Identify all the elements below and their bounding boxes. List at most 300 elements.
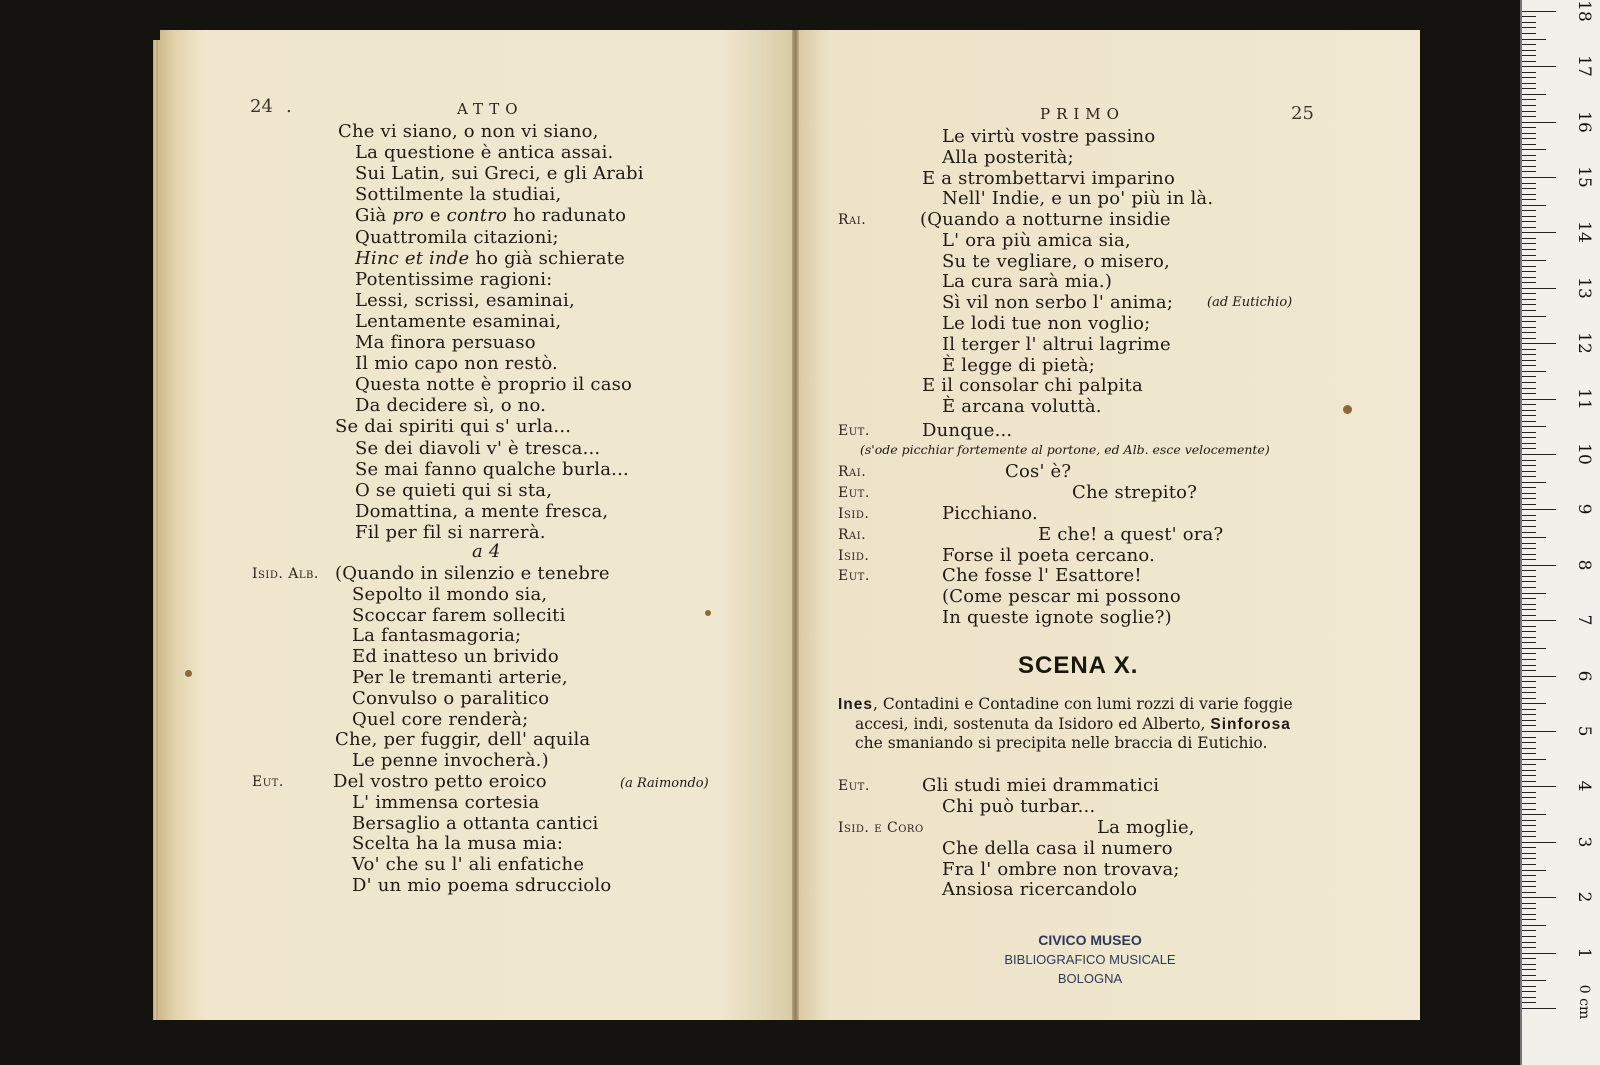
verse-line: E a strombettarvi imparino — [922, 167, 1175, 189]
ruler-tick — [1522, 205, 1546, 206]
ruler-tick — [1522, 709, 1536, 710]
verse-line: Chi può turbar... — [942, 795, 1096, 817]
ruler-tick — [1522, 133, 1536, 134]
ruler-tick — [1522, 354, 1536, 355]
verse-line: D' un mio poema sdrucciolo — [352, 875, 612, 896]
ruler-tick — [1522, 786, 1556, 787]
scene-title: SCENA X. — [1018, 652, 1139, 679]
ruler-tick — [1522, 958, 1536, 959]
verse-line: Domattina, a mente fresca, — [355, 500, 609, 522]
verse-line: Lessi, scrissi, esaminai, — [355, 289, 575, 311]
ruler-tick — [1522, 919, 1536, 920]
ruler-tick — [1522, 980, 1546, 981]
ruler-number: 9 — [1574, 503, 1594, 515]
left-page — [160, 30, 795, 1020]
ruler-number: 16 — [1574, 110, 1594, 133]
verse-line: (Quando in silenzio e tenebre — [335, 563, 610, 584]
speaker-label: Rai. — [838, 464, 867, 480]
verse-line: O se quieti qui si sta, — [355, 479, 553, 501]
ruler-tick — [1522, 947, 1536, 948]
ruler-tick — [1522, 1002, 1536, 1003]
verse-line: E il consolar chi palpita — [922, 375, 1143, 397]
ruler-number: 4 — [1574, 780, 1594, 792]
verse-line: (Quando a notturne insidie — [920, 209, 1171, 230]
ruler-tick — [1522, 188, 1536, 189]
ruler-tick — [1522, 703, 1546, 704]
ruler-tick — [1522, 543, 1536, 544]
ruler-tick — [1522, 737, 1536, 738]
speaker-label: Isid. Alb. — [252, 566, 319, 582]
ruler-tick — [1522, 637, 1536, 638]
ruler-tick — [1522, 836, 1536, 837]
ensemble-marker: a 4 — [472, 541, 501, 562]
verse-line: Che fosse l' Esattore! — [942, 565, 1142, 586]
verse-line: Sì vil non serbo l' anima; — [942, 292, 1174, 314]
ruler-number: 6 — [1574, 670, 1594, 681]
ruler-tick — [1522, 942, 1536, 943]
verse-line: Ma finora persuaso — [355, 332, 536, 353]
verse-line: Quel core renderà; — [352, 708, 529, 730]
verse-line: Su te vegliare, o misero, — [942, 250, 1170, 272]
ruler-tick — [1522, 50, 1536, 51]
ruler-tick — [1522, 72, 1536, 73]
verse-line: Bersaglio a ottanta cantici — [352, 812, 599, 834]
ruler-tick — [1522, 360, 1536, 361]
ruler-tick — [1522, 460, 1536, 461]
ruler-tick — [1522, 327, 1536, 328]
ruler-tick — [1522, 781, 1536, 782]
verse-line: Ansiosa ricercandolo — [942, 879, 1138, 901]
ruler-tick — [1522, 227, 1536, 228]
ruler-tick — [1522, 903, 1536, 904]
ruler-tick — [1522, 742, 1536, 743]
scene-description: Ines, Contadini e Contadine con lumi rozzi di varie foggie — [838, 695, 1293, 713]
stamp-line: CIVICO MUSEO — [1038, 932, 1142, 948]
ruler-tick — [1522, 221, 1536, 222]
ruler-tick — [1522, 897, 1556, 898]
verse-line: Del vostro petto eroico — [333, 771, 547, 792]
ruler-tick — [1522, 570, 1536, 571]
verse-line: Scelta ha la musa mia: — [352, 833, 564, 855]
ruler-tick — [1522, 493, 1536, 494]
ruler-tick — [1522, 814, 1546, 815]
ruler-tick — [1522, 581, 1536, 582]
stamp-line: BIBLIOGRAFICO MUSICALE — [1004, 952, 1176, 967]
ruler-tick — [1522, 299, 1536, 300]
verse-line: Se dei diavoli v' è tresca... — [355, 437, 601, 459]
ruler-tick — [1522, 759, 1546, 760]
verse-line: Fil per fil si narrerà. — [355, 521, 546, 543]
verse-line: Che, per fuggir, dell' aquila — [335, 729, 591, 751]
ruler-tick — [1522, 687, 1536, 688]
speaker-label: Rai. — [838, 212, 867, 228]
ruler-tick — [1522, 642, 1536, 643]
ruler-tick — [1522, 725, 1536, 726]
verse-line: Potentissime ragioni: — [355, 268, 553, 290]
verse-line: Che strepito? — [1072, 482, 1198, 503]
verse-line: Nell' Indie, e un po' più in là. — [942, 188, 1214, 210]
speaker-label: Eut. — [838, 423, 870, 439]
ruler-tick — [1522, 892, 1536, 893]
verse-line: Il mio capo non restò. — [355, 353, 558, 375]
ruler-tick — [1522, 160, 1536, 161]
verse-line: In queste ignote soglie?) — [942, 607, 1172, 628]
ruler-tick — [1522, 991, 1536, 992]
page-number: 25 — [1291, 103, 1314, 124]
ruler-tick — [1522, 410, 1536, 411]
ruler-tick — [1522, 293, 1536, 294]
ruler-tick — [1522, 692, 1536, 693]
ruler-tick — [1522, 194, 1536, 195]
ruler-tick — [1522, 587, 1536, 588]
verse-line: Vo' che su l' ali enfatiche — [352, 854, 585, 876]
verse-line: Sepolto il mondo sia, — [352, 583, 548, 605]
ruler-tick — [1522, 969, 1536, 970]
ruler-tick — [1522, 448, 1536, 449]
ruler-tick — [1522, 183, 1536, 184]
foxing-spot — [705, 610, 711, 616]
ruler-tick — [1522, 388, 1536, 389]
stage-direction: (a Raimondo) — [620, 776, 709, 791]
verse-line: Hinc et inde ho già schierate — [355, 247, 625, 269]
ruler-tick — [1522, 399, 1556, 400]
ruler-tick — [1522, 232, 1556, 233]
ruler-tick — [1522, 88, 1536, 89]
ruler-number: 11 — [1574, 387, 1594, 410]
ruler-tick — [1522, 476, 1536, 477]
ruler-tick — [1522, 820, 1536, 821]
ruler-tick — [1522, 288, 1556, 289]
verse-line: Dunque... — [922, 420, 1013, 441]
ruler-tick — [1522, 376, 1536, 377]
ruler-tick — [1522, 930, 1536, 931]
verse-line: Lentamente esaminai, — [355, 310, 562, 332]
ruler-tick — [1522, 670, 1536, 671]
ruler-tick — [1522, 260, 1546, 261]
ruler-tick — [1522, 698, 1536, 699]
ruler-number: 10 — [1574, 443, 1594, 465]
ruler-number: 18 — [1574, 0, 1594, 22]
ruler-tick — [1522, 144, 1536, 145]
verse-line: Se dai spiriti qui s' urla... — [335, 416, 572, 438]
ruler-tick — [1522, 105, 1536, 106]
ruler-tick — [1522, 964, 1536, 965]
ruler-number: 5 — [1574, 725, 1594, 737]
ruler-tick — [1522, 853, 1536, 854]
speaker-label: Eut. — [252, 774, 284, 790]
ruler-tick — [1522, 437, 1536, 438]
speaker-label: Isid. — [838, 506, 870, 522]
ruler-tick — [1522, 404, 1536, 405]
ruler-tick — [1522, 881, 1536, 882]
ruler-unit-label: 0 cm — [1576, 984, 1592, 1020]
speaker-label: Eut. — [838, 485, 870, 501]
ruler-tick — [1522, 44, 1536, 45]
speaker-label: Isid. — [838, 548, 870, 564]
ruler-tick — [1522, 731, 1556, 732]
ruler-number: 17 — [1574, 55, 1594, 77]
ruler-tick — [1522, 415, 1536, 416]
verse-line: Convulso o paralitico — [352, 687, 550, 709]
verse-line: Che vi siano, o non vi siano, — [338, 121, 599, 142]
verse-line: L' immensa cortesia — [352, 791, 540, 813]
ruler-tick — [1522, 216, 1536, 217]
ruler-number: 2 — [1574, 891, 1594, 903]
ruler-number: 14 — [1574, 221, 1594, 244]
ruler-tick — [1522, 99, 1536, 100]
ruler-tick — [1522, 953, 1556, 954]
ruler-tick — [1522, 27, 1536, 28]
verse-line: Scoccar farem solleciti — [352, 604, 566, 626]
ruler-tick — [1522, 243, 1536, 244]
ruler-tick — [1522, 548, 1536, 549]
ruler-tick — [1522, 166, 1536, 167]
verse-line: Che della casa il numero — [942, 837, 1173, 859]
ruler-tick — [1522, 127, 1536, 128]
ruler-tick — [1522, 986, 1536, 987]
ruler-tick — [1522, 155, 1536, 156]
right-page — [795, 30, 1420, 1020]
ruler-tick — [1522, 349, 1536, 350]
ruler-tick — [1522, 653, 1536, 654]
verse-line: Da decidere sì, o no. — [355, 395, 547, 417]
ruler-tick — [1522, 371, 1546, 372]
ruler-tick — [1522, 797, 1536, 798]
ruler-tick — [1522, 77, 1536, 78]
ruler-tick — [1522, 809, 1536, 810]
ruler-tick — [1522, 332, 1536, 333]
ruler-tick — [1522, 421, 1536, 422]
ruler-tick — [1522, 116, 1536, 117]
scene-description: accesi, indi, sostenuta da Isidoro ed Alberto, Sinforosa — [855, 714, 1291, 733]
verse-line: Picchiano. — [942, 503, 1038, 524]
ruler-tick — [1522, 277, 1536, 278]
ruler-tick — [1522, 487, 1536, 488]
running-head: ATTO — [457, 100, 524, 118]
speaker-label: Isid. e Coro — [838, 820, 924, 836]
verse-line: Cos' è? — [1005, 461, 1072, 482]
verse-line: Il terger l' altrui lagrime — [942, 333, 1171, 355]
ruler-tick — [1522, 426, 1546, 427]
ruler-tick — [1522, 532, 1536, 533]
verse-line: Se mai fanno qualche burla... — [355, 458, 629, 480]
verse-line: L' ora più amica sia, — [942, 229, 1131, 251]
ruler-tick — [1522, 775, 1536, 776]
ruler-tick — [1522, 631, 1536, 632]
ruler-tick — [1522, 842, 1556, 843]
ruler-tick — [1522, 310, 1536, 311]
ruler-tick — [1522, 393, 1536, 394]
verse-line: (Come pescar mi possono — [942, 586, 1181, 607]
ruler-tick — [1522, 66, 1556, 67]
library-stamp — [995, 931, 1185, 988]
verse-line: Quattromila citazioni; — [355, 226, 559, 248]
ruler-tick — [1522, 620, 1556, 621]
ruler-tick — [1522, 886, 1536, 887]
verse-line: Ed inatteso un brivido — [352, 646, 559, 668]
ruler-tick — [1522, 770, 1536, 771]
ruler-tick — [1522, 665, 1536, 666]
foxing-spot — [1343, 405, 1352, 414]
ruler-tick — [1522, 199, 1536, 200]
ruler-tick — [1522, 864, 1536, 865]
ruler-tick — [1522, 177, 1556, 178]
verse-line: Gli studi miei drammatici — [922, 775, 1160, 796]
ruler-tick — [1522, 210, 1536, 211]
foxing-spot — [185, 670, 192, 677]
ruler-tick — [1522, 482, 1546, 483]
ruler-tick — [1522, 914, 1536, 915]
ruler-tick — [1522, 509, 1556, 510]
ruler-tick — [1522, 526, 1536, 527]
verse-line: Sui Latin, sui Greci, e gli Arabi — [355, 163, 644, 185]
ruler-tick — [1522, 936, 1536, 937]
stage-direction: (ad Eutichio) — [1207, 295, 1293, 310]
ruler-tick — [1522, 321, 1536, 322]
ruler-tick — [1522, 382, 1536, 383]
ruler-tick — [1522, 83, 1536, 84]
ruler-tick — [1522, 94, 1546, 95]
ruler-tick — [1522, 753, 1536, 754]
ruler-tick — [1522, 11, 1556, 12]
ruler-tick — [1522, 554, 1536, 555]
ruler-tick — [1522, 604, 1536, 605]
ruler-tick — [1522, 659, 1536, 660]
ruler-tick — [1522, 22, 1536, 23]
ruler-tick — [1522, 471, 1536, 472]
verse-line: Le lodi tue non voglio; — [942, 313, 1151, 334]
ruler-tick — [1522, 454, 1556, 455]
ruler-tick — [1522, 720, 1536, 721]
page-mark: . — [286, 96, 292, 117]
speaker-label: Eut. — [838, 568, 870, 584]
ruler-tick — [1522, 61, 1536, 62]
verse-line: Questa notte è proprio il caso — [355, 374, 633, 396]
speaker-label: Eut. — [838, 778, 870, 794]
ruler-tick — [1522, 847, 1536, 848]
ruler-number: 13 — [1574, 276, 1594, 299]
ruler-tick — [1522, 803, 1536, 804]
verse-line: Già pro e contro ho radunato — [355, 205, 627, 227]
ruler-tick — [1522, 255, 1536, 256]
ruler-number: 15 — [1574, 166, 1594, 188]
scene-description: che smaniando si precipita nelle braccia di Eutichio. — [855, 734, 1268, 752]
measuring-ruler — [1520, 0, 1600, 1065]
ruler-tick — [1522, 792, 1536, 793]
ruler-tick — [1522, 271, 1536, 272]
ruler-number: 1 — [1574, 947, 1594, 958]
verse-line: Forse il poeta cercano. — [942, 545, 1156, 566]
ruler-number: 12 — [1574, 332, 1594, 354]
ruler-tick — [1522, 975, 1536, 976]
ruler-tick — [1522, 681, 1536, 682]
ruler-tick — [1522, 520, 1536, 521]
ruler-tick — [1522, 875, 1536, 876]
book-spine — [792, 30, 799, 1020]
verse-line: Le penne invocherà.) — [352, 750, 549, 772]
verse-line: È legge di pietà; — [942, 354, 1096, 376]
ruler-tick — [1522, 1008, 1556, 1009]
verse-line: È arcana voluttà. — [942, 396, 1102, 418]
running-head: PRIMO — [1040, 105, 1125, 123]
ruler-tick — [1522, 576, 1536, 577]
verse-line: La fantasmagoria; — [352, 625, 522, 647]
ruler-tick — [1522, 33, 1536, 34]
ruler-tick — [1522, 714, 1536, 715]
ruler-number: 8 — [1574, 559, 1594, 571]
stamp-line: BOLOGNA — [1057, 971, 1123, 986]
ruler-tick — [1522, 537, 1546, 538]
verse-line: E che! a quest' ora? — [1038, 524, 1224, 545]
ruler-tick — [1522, 443, 1536, 444]
ruler-tick — [1522, 515, 1536, 516]
ruler-tick — [1522, 498, 1536, 499]
ruler-tick — [1522, 593, 1546, 594]
ruler-tick — [1522, 925, 1546, 926]
ruler-tick — [1522, 831, 1536, 832]
ruler-tick — [1522, 997, 1536, 998]
ruler-number: 7 — [1574, 614, 1594, 626]
ruler-tick — [1522, 365, 1536, 366]
ruler-tick — [1522, 111, 1536, 112]
ruler-tick — [1522, 55, 1536, 56]
ruler-tick — [1522, 343, 1556, 344]
ruler-tick — [1522, 870, 1546, 871]
verse-line: Fra l' ombre non trovava; — [942, 858, 1180, 880]
ruler-tick — [1522, 504, 1536, 505]
verse-line: Le virtù vostre passino — [942, 126, 1156, 147]
ruler-tick — [1522, 266, 1536, 267]
stage-direction: (s'ode picchiar fortemente al portone, ed Alb. esce velocemente) — [860, 442, 1270, 457]
speaker-label: Rai. — [838, 527, 867, 543]
ruler-tick — [1522, 304, 1536, 305]
ruler-tick — [1522, 282, 1536, 283]
verse-line: La questione è antica assai. — [355, 142, 614, 164]
ruler-tick — [1522, 598, 1536, 599]
ruler-tick — [1522, 122, 1556, 123]
ruler-tick — [1522, 338, 1536, 339]
verse-line: La cura sarà mia.) — [942, 271, 1113, 293]
ruler-tick — [1522, 39, 1546, 40]
ruler-tick — [1522, 16, 1536, 17]
page-number: 24 — [250, 96, 273, 117]
ruler-tick — [1522, 249, 1536, 250]
ruler-tick — [1522, 238, 1536, 239]
ruler-tick — [1522, 676, 1556, 677]
ruler-tick — [1522, 615, 1536, 616]
ruler-tick — [1522, 465, 1536, 466]
verse-line: Sottilmente la studiai, — [355, 184, 562, 206]
verse-line: Alla posterità; — [942, 146, 1074, 168]
verse-line: La moglie, — [1097, 817, 1195, 838]
ruler-tick — [1522, 432, 1536, 433]
verse-line: Per le tremanti arterie, — [352, 667, 568, 688]
ruler-tick — [1522, 559, 1536, 560]
ruler-tick — [1522, 316, 1546, 317]
ruler-tick — [1522, 648, 1546, 649]
ruler-tick — [1522, 858, 1536, 859]
ruler-tick — [1522, 171, 1536, 172]
ruler-tick — [1522, 748, 1536, 749]
ruler-tick — [1522, 825, 1536, 826]
ruler-tick — [1522, 609, 1536, 610]
ruler-number: 3 — [1574, 836, 1594, 848]
ruler-tick — [1522, 149, 1546, 150]
ruler-tick — [1522, 764, 1536, 765]
ruler-tick — [1522, 138, 1536, 139]
ruler-tick — [1522, 565, 1556, 566]
ruler-tick — [1522, 626, 1536, 627]
